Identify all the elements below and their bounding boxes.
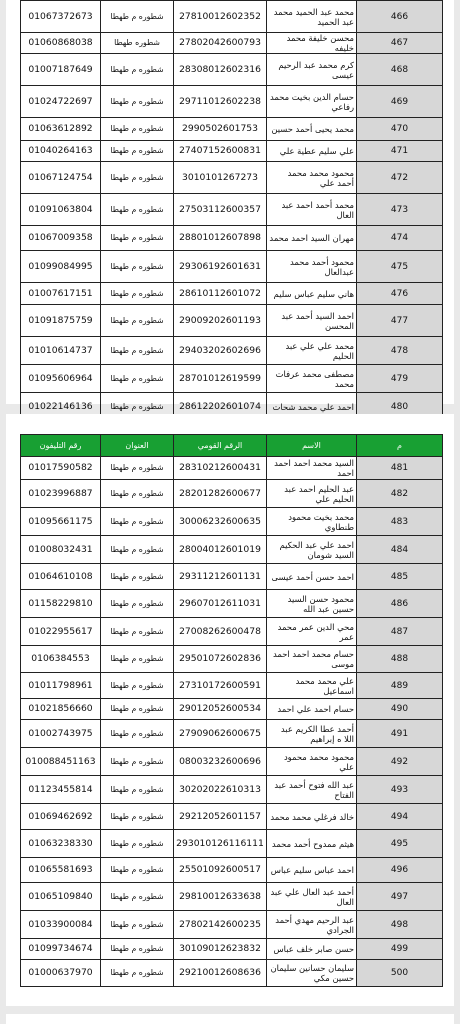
- phone-cell: 01064610108: [21, 564, 101, 590]
- address-cell: شطوره طهطا: [101, 33, 174, 54]
- national-id-cell: 27909062600675: [174, 720, 267, 748]
- table-row: [21, 86, 443, 118]
- address-cell: شطوره م طهطا: [101, 536, 174, 564]
- table-row: [21, 457, 443, 480]
- address-cell: شطوره م طهطا: [101, 251, 174, 283]
- table-row: [21, 226, 443, 251]
- national-id-cell: 29306192601631: [174, 251, 267, 283]
- row-number-cell: 496: [357, 858, 443, 883]
- document-page-3: [6, 1014, 454, 1024]
- address-cell: شطوره م طهطا: [101, 1, 174, 33]
- national-id-cell: 293010126116111: [174, 830, 267, 858]
- header-phone: رقم التليفون: [21, 435, 101, 457]
- name-cell: هاني سليم عباس سليم: [267, 283, 357, 305]
- national-id-cell: 27802042600793: [174, 33, 267, 54]
- address-cell: شطوره م طهطا: [101, 141, 174, 162]
- row-number-cell: 477: [357, 305, 443, 337]
- phone-cell: 01040264163: [21, 141, 101, 162]
- table-row: [21, 365, 443, 393]
- name-cell: حسام الدين بخيت محمد رفاعي: [267, 86, 357, 118]
- national-id-cell: 29810012633638: [174, 883, 267, 911]
- address-cell: شطوره م طهطا: [101, 226, 174, 251]
- phone-cell: 01123455814: [21, 776, 101, 804]
- table-row: [21, 646, 443, 673]
- row-number-cell: 467: [357, 33, 443, 54]
- document-page-2: [6, 414, 454, 1006]
- phone-cell: 01095606964: [21, 365, 101, 393]
- name-cell: محمود حسن السيد حسين عبد الله: [267, 590, 357, 618]
- national-id-cell: 28612202601074: [174, 393, 267, 421]
- row-number-cell: 468: [357, 54, 443, 86]
- phone-cell: 010088451163: [21, 748, 101, 776]
- national-id-cell: 29711012602238: [174, 86, 267, 118]
- row-number-cell: 485: [357, 564, 443, 590]
- phone-cell: 01060868038: [21, 33, 101, 54]
- address-cell: شطوره م طهطا: [101, 720, 174, 748]
- row-number-cell: 498: [357, 911, 443, 939]
- national-id-cell: 3010101267273: [174, 162, 267, 194]
- name-cell: هيثم ممدوح أحمد محمد: [267, 830, 357, 858]
- table-row: [21, 118, 443, 141]
- address-cell: شطوره م طهطا: [101, 590, 174, 618]
- table-header-row: [21, 435, 443, 457]
- name-cell: احمد حسن أحمد عيسى: [267, 564, 357, 590]
- table-row: [21, 337, 443, 365]
- address-cell: شطوره م طهطا: [101, 365, 174, 393]
- name-cell: احمد علي محمد شحات: [267, 393, 357, 421]
- national-id-cell: 28801012607898: [174, 226, 267, 251]
- row-number-cell: 480: [357, 393, 443, 421]
- address-cell: شطوره م طهطا: [101, 162, 174, 194]
- address-cell: شطوره م طهطا: [101, 883, 174, 911]
- row-number-cell: 484: [357, 536, 443, 564]
- table-row: [21, 699, 443, 720]
- row-number-cell: 470: [357, 118, 443, 141]
- phone-cell: 01065581693: [21, 858, 101, 883]
- row-number-cell: 472: [357, 162, 443, 194]
- phone-cell: 01067009358: [21, 226, 101, 251]
- address-cell: شطوره م طهطا: [101, 776, 174, 804]
- national-id-cell: 29009202601193: [174, 305, 267, 337]
- national-id-cell: 29607012611031: [174, 590, 267, 618]
- phone-cell: 01017590582: [21, 457, 101, 480]
- table-row: [21, 858, 443, 883]
- address-cell: شطوره م طهطا: [101, 54, 174, 86]
- row-number-cell: 487: [357, 618, 443, 646]
- address-cell: شطوره م طهطا: [101, 939, 174, 960]
- national-id-cell: 28004012601019: [174, 536, 267, 564]
- table-row: [21, 194, 443, 226]
- row-number-cell: 466: [357, 1, 443, 33]
- national-id-cell: 27407152600831: [174, 141, 267, 162]
- national-id-cell: 29012052600534: [174, 699, 267, 720]
- table-row: [21, 33, 443, 54]
- phone-cell: 01063612892: [21, 118, 101, 141]
- national-id-cell: 27802142600235: [174, 911, 267, 939]
- table-row: [21, 536, 443, 564]
- row-number-cell: 479: [357, 365, 443, 393]
- address-cell: شطوره م طهطا: [101, 748, 174, 776]
- row-number-cell: 492: [357, 748, 443, 776]
- row-number-cell: 483: [357, 508, 443, 536]
- name-cell: حسام محمد احمد احمد موسى: [267, 646, 357, 673]
- name-cell: احمد علي عبد الحكيم السيد شومان: [267, 536, 357, 564]
- row-number-cell: 475: [357, 251, 443, 283]
- name-cell: عبد الحليم احمد عبد الحليم علي: [267, 480, 357, 508]
- row-number-cell: 471: [357, 141, 443, 162]
- national-id-cell: 27503112600357: [174, 194, 267, 226]
- national-id-cell: 27310172600591: [174, 673, 267, 699]
- name-cell: محسن خليفة محمد خليفه: [267, 33, 357, 54]
- address-cell: شطوره م طهطا: [101, 457, 174, 480]
- header-address: العنوان: [101, 435, 174, 457]
- name-cell: محمد يحيى أحمد حسين: [267, 118, 357, 141]
- name-cell: خالد فرغلي محمد محمد: [267, 804, 357, 830]
- phone-cell: 01091063804: [21, 194, 101, 226]
- address-cell: شطوره م طهطا: [101, 618, 174, 646]
- row-number-cell: 476: [357, 283, 443, 305]
- name-cell: احمد السيد أحمد عبد المحسن: [267, 305, 357, 337]
- phone-cell: 01007617151: [21, 283, 101, 305]
- national-id-cell: 08003232600696: [174, 748, 267, 776]
- row-number-cell: 499: [357, 939, 443, 960]
- address-cell: شطوره م طهطا: [101, 118, 174, 141]
- table-row: [21, 283, 443, 305]
- address-cell: شطوره م طهطا: [101, 804, 174, 830]
- row-number-cell: 490: [357, 699, 443, 720]
- phone-cell: 0106384553: [21, 646, 101, 673]
- table-row: [21, 804, 443, 830]
- phone-cell: 01002743975: [21, 720, 101, 748]
- table-row: [21, 911, 443, 939]
- phone-cell: 01099734674: [21, 939, 101, 960]
- name-cell: محي الدين عمر محمد عمر: [267, 618, 357, 646]
- national-id-cell: 29210012608636: [174, 960, 267, 987]
- name-cell: السيد محمد احمد احمد احمد: [267, 457, 357, 480]
- national-id-cell: 25501092600517: [174, 858, 267, 883]
- address-cell: شطوره م طهطا: [101, 646, 174, 673]
- name-cell: محمد علي علي عبد الحليم: [267, 337, 357, 365]
- table-row: [21, 673, 443, 699]
- table-row: [21, 564, 443, 590]
- phone-cell: 01158229810: [21, 590, 101, 618]
- phone-cell: 01065109840: [21, 883, 101, 911]
- name-cell: محمود أحمد محمد عبدالعال: [267, 251, 357, 283]
- table-row: [21, 776, 443, 804]
- row-number-cell: 469: [357, 86, 443, 118]
- address-cell: شطوره م طهطا: [101, 86, 174, 118]
- phone-cell: 01000637970: [21, 960, 101, 987]
- name-cell: محمد بخيت محمود طنطاوي: [267, 508, 357, 536]
- address-cell: شطوره م طهطا: [101, 911, 174, 939]
- row-number-cell: 497: [357, 883, 443, 911]
- phone-cell: 01023996887: [21, 480, 101, 508]
- address-cell: شطوره م طهطا: [101, 508, 174, 536]
- national-id-cell: 29212052601157: [174, 804, 267, 830]
- name-cell: حسن صابر خلف عباس: [267, 939, 357, 960]
- national-id-cell: 28308012602316: [174, 54, 267, 86]
- national-id-cell: 30006232600635: [174, 508, 267, 536]
- row-number-cell: 488: [357, 646, 443, 673]
- phone-cell: 01099084995: [21, 251, 101, 283]
- header-national-id: الرقم القومي: [174, 435, 267, 457]
- row-number-cell: 491: [357, 720, 443, 748]
- records-table-2: [20, 434, 443, 987]
- table-row: [21, 720, 443, 748]
- table-row: [21, 939, 443, 960]
- row-number-cell: 493: [357, 776, 443, 804]
- name-cell: مهران السيد احمد محمد: [267, 226, 357, 251]
- name-cell: محمود محمد محمود علي: [267, 748, 357, 776]
- phone-cell: 01022146136: [21, 393, 101, 421]
- national-id-cell: 2990502601753: [174, 118, 267, 141]
- phone-cell: 01067372673: [21, 1, 101, 33]
- header-name: الاسم: [267, 435, 357, 457]
- phone-cell: 01021856660: [21, 699, 101, 720]
- table-row: [21, 1, 443, 33]
- phone-cell: 01024722697: [21, 86, 101, 118]
- national-id-cell: 29311212601131: [174, 564, 267, 590]
- name-cell: عبد الرحيم مهدي أحمد الجرادي: [267, 911, 357, 939]
- address-cell: شطوره م طهطا: [101, 337, 174, 365]
- phone-cell: 01007187649: [21, 54, 101, 86]
- phone-cell: 01067124754: [21, 162, 101, 194]
- table-row: [21, 618, 443, 646]
- row-number-cell: 489: [357, 673, 443, 699]
- row-number-cell: 478: [357, 337, 443, 365]
- records-table-1: [20, 0, 443, 421]
- table-row: [21, 251, 443, 283]
- name-cell: كرم محمد عبد الرحيم عيسى: [267, 54, 357, 86]
- phone-cell: 01095661175: [21, 508, 101, 536]
- row-number-cell: 495: [357, 830, 443, 858]
- address-cell: شطوره م طهطا: [101, 283, 174, 305]
- name-cell: مصطفى محمد عرفات محمد: [267, 365, 357, 393]
- phone-cell: 01063238330: [21, 830, 101, 858]
- name-cell: عبد الله فتوح أحمد عبد الفتاح: [267, 776, 357, 804]
- name-cell: محمود محمد محمد أحمد علي: [267, 162, 357, 194]
- phone-cell: 01033900084: [21, 911, 101, 939]
- row-number-cell: 482: [357, 480, 443, 508]
- address-cell: شطوره م طهطا: [101, 393, 174, 421]
- national-id-cell: 27008262600478: [174, 618, 267, 646]
- name-cell: سليمان حسانين سليمان حسين مكي: [267, 960, 357, 987]
- table-row: [21, 748, 443, 776]
- national-id-cell: 28610112601072: [174, 283, 267, 305]
- name-cell: حسام احمد علي احمد: [267, 699, 357, 720]
- row-number-cell: 500: [357, 960, 443, 987]
- table-row: [21, 508, 443, 536]
- table-row: [21, 480, 443, 508]
- name-cell: أحمد عطا الكريم عبد اللا ه إبراهيم: [267, 720, 357, 748]
- phone-cell: 01091875759: [21, 305, 101, 337]
- row-number-cell: 474: [357, 226, 443, 251]
- name-cell: محمد أحمد احمد عبد العال: [267, 194, 357, 226]
- address-cell: شطوره م طهطا: [101, 858, 174, 883]
- header-number: م: [357, 435, 443, 457]
- address-cell: شطوره م طهطا: [101, 673, 174, 699]
- name-cell: احمد عباس سليم عباس: [267, 858, 357, 883]
- national-id-cell: 27810012602352: [174, 1, 267, 33]
- document-page-1: [6, 0, 454, 412]
- table-row: [21, 590, 443, 618]
- row-number-cell: 481: [357, 457, 443, 480]
- name-cell: أحمد عبد العال علي عبد العال: [267, 883, 357, 911]
- address-cell: شطوره م طهطا: [101, 194, 174, 226]
- national-id-cell: 28310212600431: [174, 457, 267, 480]
- phone-cell: 01069462692: [21, 804, 101, 830]
- table-row: [21, 305, 443, 337]
- address-cell: شطوره م طهطا: [101, 480, 174, 508]
- national-id-cell: 30202022610313: [174, 776, 267, 804]
- name-cell: علي محمد محمد اسماعيل: [267, 673, 357, 699]
- row-number-cell: 473: [357, 194, 443, 226]
- address-cell: شطوره م طهطا: [101, 699, 174, 720]
- row-number-cell: 486: [357, 590, 443, 618]
- table-row: [21, 830, 443, 858]
- national-id-cell: 29403202602696: [174, 337, 267, 365]
- phone-cell: 01011798961: [21, 673, 101, 699]
- national-id-cell: 28701012619599: [174, 365, 267, 393]
- phone-cell: 01010614737: [21, 337, 101, 365]
- address-cell: شطوره م طهطا: [101, 960, 174, 987]
- national-id-cell: 30109012623832: [174, 939, 267, 960]
- national-id-cell: 29501072602836: [174, 646, 267, 673]
- table-row: [21, 54, 443, 86]
- national-id-cell: 28201282600677: [174, 480, 267, 508]
- table-row: [21, 883, 443, 911]
- table-row: [21, 141, 443, 162]
- name-cell: محمد عبد الحميد محمد عبد الحميد: [267, 1, 357, 33]
- table-row: [21, 960, 443, 987]
- row-number-cell: 494: [357, 804, 443, 830]
- name-cell: علي سليم عطية علي: [267, 141, 357, 162]
- phone-cell: 01008032431: [21, 536, 101, 564]
- table-row: [21, 162, 443, 194]
- address-cell: شطوره م طهطا: [101, 564, 174, 590]
- address-cell: شطوره م طهطا: [101, 830, 174, 858]
- address-cell: شطوره م طهطا: [101, 305, 174, 337]
- phone-cell: 01022955617: [21, 618, 101, 646]
